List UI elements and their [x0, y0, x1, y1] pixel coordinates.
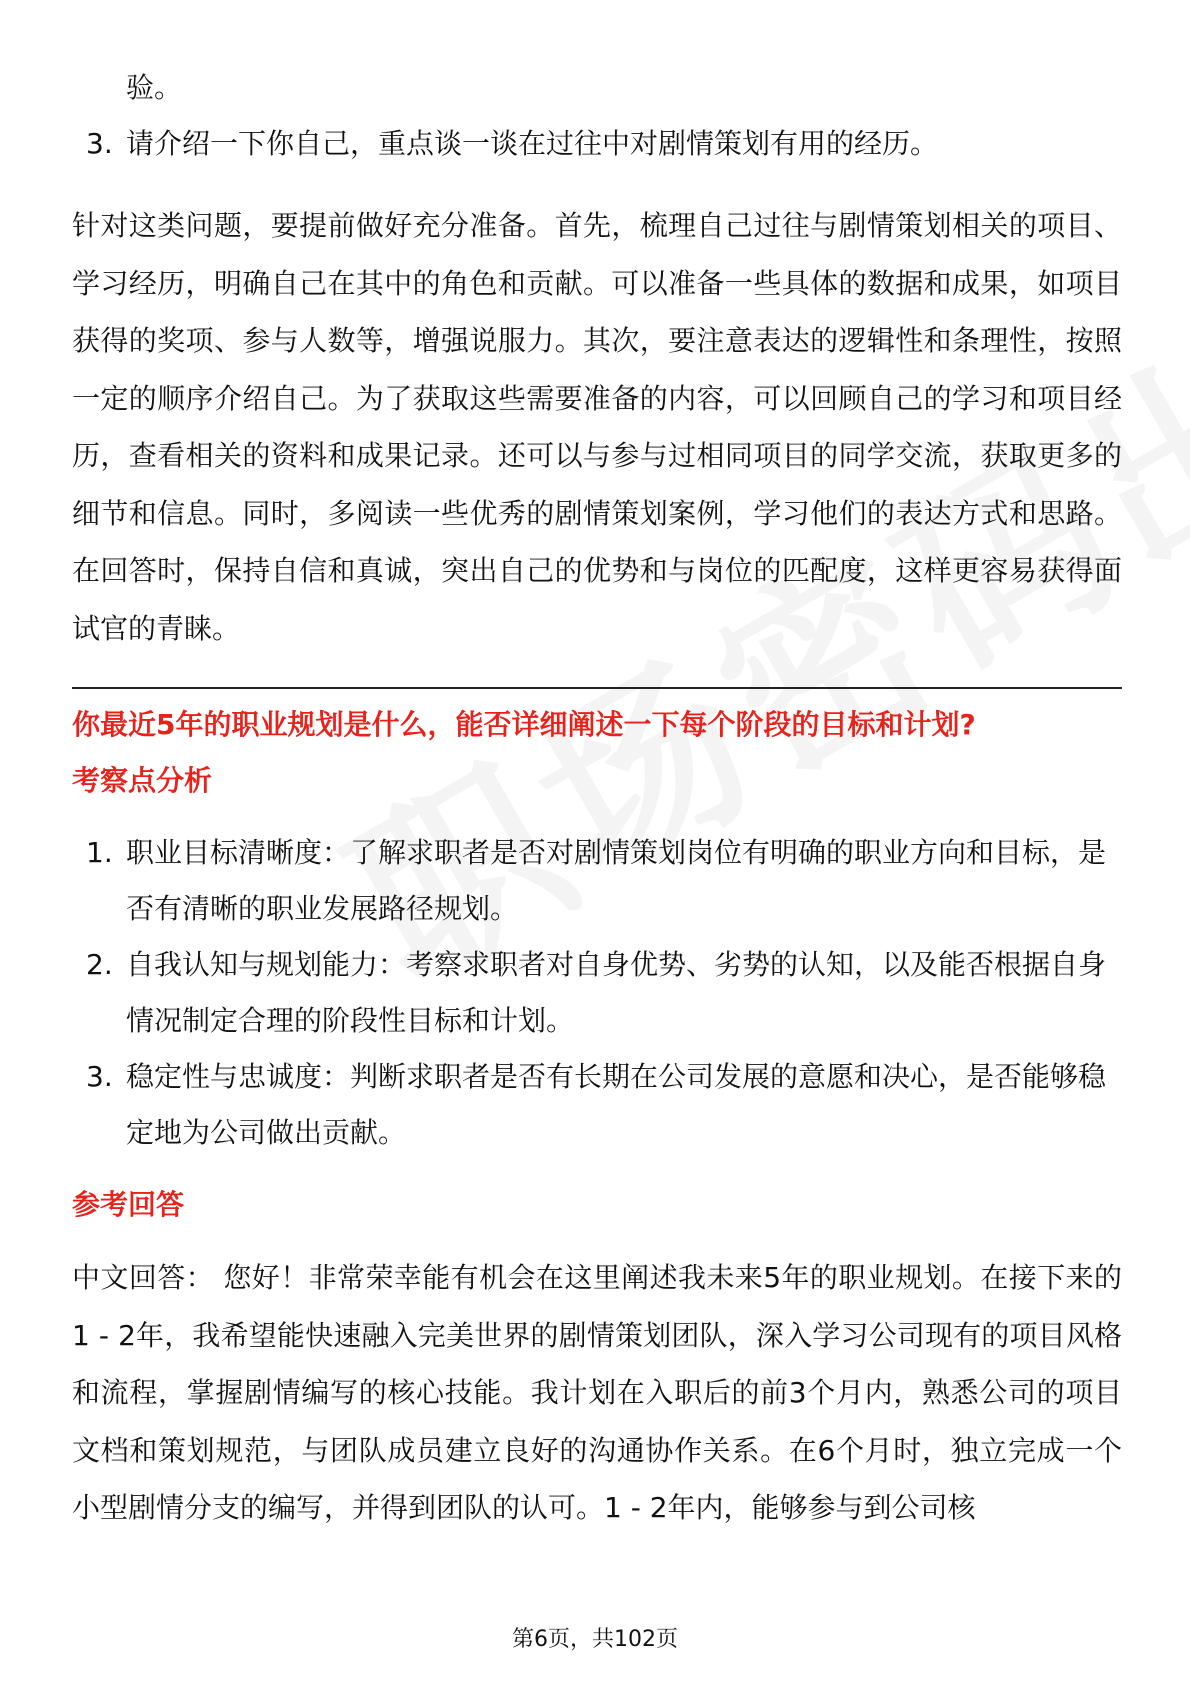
- analysis-point: [72, 1049, 1122, 1161]
- analysis-point: [72, 937, 1122, 1049]
- list-number: 3.: [86, 1060, 113, 1093]
- list-item: [72, 116, 1122, 172]
- reference-answer: 中文回答： 您好！非常荣幸能有机会在这里阐述我未来5年的职业规划。在接下来的1 - 2年，我希望能快速融入完美世界的剧情策划团队，深入学习公司现有的项目风格和流程，掌握剧情编写的核心技能。我计划在入职后的前3个月内，熟悉公司的项目文档和策划规范，与团队成员建立良好的沟通协作关系。在6个月时，独立完成一个小型剧情分支的编写，并得到团队的认可。1 - 2年内，能够参与到公司核: [72, 1261, 1122, 1524]
- analysis-point-text: 职业目标清晰度：了解求职者是否对剧情策划岗位有明确的职业方向和目标，是否有清晰的职业发展路径规划。: [126, 836, 1107, 925]
- list-number: 2.: [86, 948, 113, 981]
- page-content: [72, 60, 1122, 1537]
- list-item-text: 请介绍一下你自己，重点谈一谈在过往中对剧情策划有用的经历。: [126, 127, 939, 160]
- analysis-points-list: [72, 825, 1122, 1161]
- analysis-point-text: 稳定性与忠诚度：判断求职者是否有长期在公司发展的意愿和决心，是否能够稳定地为公司做出贡献。: [126, 1060, 1107, 1149]
- section-divider: [72, 687, 1122, 689]
- page-footer: 第6页，共102页: [512, 1627, 678, 1652]
- list-number: 1.: [86, 836, 113, 869]
- analysis-heading: 考察点分析: [72, 764, 213, 797]
- question-title: 你最近5年的职业规划是什么，能否详细阐述一下每个阶段的目标和计划?: [72, 708, 976, 741]
- analysis-point: [72, 825, 1122, 937]
- list-item-tail-text: 验。: [126, 71, 183, 104]
- list-item-continuation: [72, 60, 1122, 116]
- reference-heading: 参考回答: [72, 1188, 185, 1221]
- advice-paragraph: 针对这类问题，要提前做好充分准备。首先，梳理自己过往与剧情策划相关的项目、学习经历，明确自己在其中的角色和贡献。可以准备一些具体的数据和成果，如项目获得的奖项、参与人数等，增强说服力。其次，要注意表达的逻辑性和条理性，按照一定的顺序介绍自己。为了获取这些需要准备的内容，可以回顾自己的学习和项目经历，查看相关的资料和成果记录。还可以与参与过相同项目的同学交流，获取更多的细节和信息。同时，多阅读一些优秀的剧情策划案例，学习他们的表达方式和思路。在回答时，保持自信和真诚，突出自己的优势和与岗位的匹配度，这样更容易获得面试官的青睐。: [72, 209, 1122, 645]
- list-number: 3.: [86, 127, 113, 160]
- analysis-point-text: 自我认知与规划能力：考察求职者对自身优势、劣势的认知，以及能否根据自身情况制定合理的阶段性目标和计划。: [126, 948, 1107, 1037]
